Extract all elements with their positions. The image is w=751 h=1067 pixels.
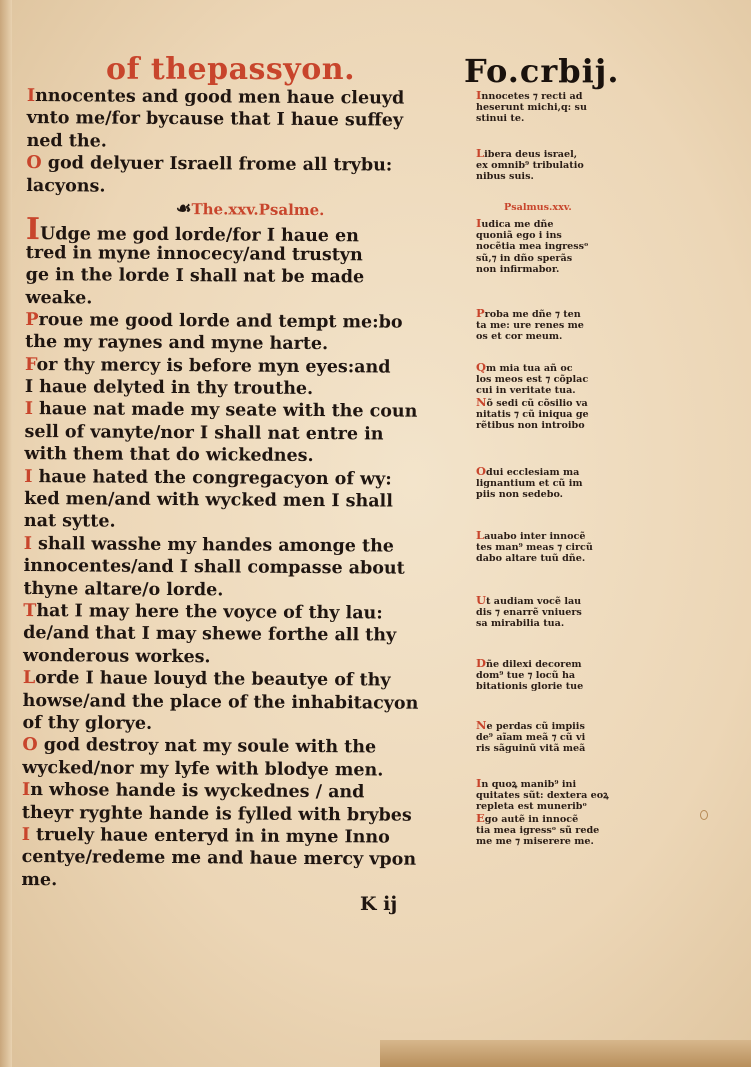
line-text: truely haue enteryd in in myne Inno bbox=[29, 824, 390, 848]
latin-line-text: lignantium et cũ im bbox=[476, 478, 583, 490]
latin-line bbox=[476, 171, 648, 182]
red-initial: O bbox=[26, 153, 42, 174]
latin-line bbox=[476, 595, 648, 607]
latin-line-text: os et cor meum. bbox=[476, 331, 563, 343]
latin-line bbox=[476, 466, 648, 478]
line-text: wonderous workes. bbox=[22, 645, 211, 668]
line-text: ned the. bbox=[26, 130, 107, 152]
line-text: roue me good lorde and tempt me:bo bbox=[38, 309, 403, 333]
latin-line-text: non infirmabor. bbox=[476, 263, 560, 275]
text-line bbox=[24, 488, 472, 514]
latin-line-text: ibera deus israel, bbox=[484, 149, 578, 160]
latin-line-text: ex omnib⁹ tribulatio bbox=[476, 160, 584, 172]
latin-line bbox=[476, 658, 648, 670]
line-text: vnto me/for bycause that I haue suffey bbox=[26, 108, 404, 132]
text-line bbox=[21, 869, 469, 895]
red-initial: L bbox=[22, 668, 36, 689]
text-line bbox=[25, 212, 474, 248]
red-initial: Q bbox=[476, 360, 487, 374]
text-line bbox=[22, 734, 470, 760]
text-line bbox=[24, 443, 472, 469]
red-initial: F bbox=[24, 354, 37, 375]
latin-line bbox=[476, 530, 648, 542]
latin-line-text: de⁹ aĩam meã ⁊ cũ vi bbox=[476, 732, 586, 744]
latin-line-text: los meos est ⁊ cõplac bbox=[476, 374, 589, 386]
latin-line bbox=[476, 489, 648, 500]
pilcrow-icon: ☙ bbox=[175, 198, 192, 220]
latin-line bbox=[476, 810, 648, 825]
line-text: theyr ryghte hande is fylled with brybes bbox=[21, 802, 412, 826]
latin-line bbox=[476, 732, 648, 743]
latin-line-text: dabo altare tuũ dñe. bbox=[476, 553, 586, 565]
latin-line-text: udica me dñe bbox=[481, 219, 554, 230]
latin-line-text: bitationis glorie tue bbox=[476, 681, 584, 693]
text-line bbox=[25, 331, 473, 357]
text-line bbox=[27, 107, 475, 133]
line-text: hat I may here the voyce of thy lau: bbox=[36, 601, 383, 624]
line-text: haue nat made my seate with the coun bbox=[32, 399, 418, 423]
line-text: the my raynes and myne harte. bbox=[25, 332, 329, 355]
line-text: nnocentes and good men haue cleuyd bbox=[35, 86, 405, 109]
text-line bbox=[25, 376, 473, 402]
line-text: ge in the lorde I shall nat be made bbox=[25, 265, 365, 288]
red-initial: U bbox=[476, 593, 487, 607]
latin-paragraph bbox=[476, 362, 648, 431]
latin-line-text: dui ecclesiam ma bbox=[486, 467, 580, 478]
red-initial: E bbox=[476, 810, 485, 825]
latin-line bbox=[476, 385, 648, 396]
latin-line bbox=[476, 308, 648, 320]
line-text: or thy mercy is before myn eyes:and bbox=[36, 354, 391, 378]
latin-line bbox=[476, 320, 648, 331]
text-line bbox=[27, 130, 475, 156]
latin-line-text: go autẽ in innocẽ bbox=[484, 813, 579, 825]
line-text: nat sytte. bbox=[23, 511, 116, 533]
latin-line-text: rẽtibus non introibo bbox=[476, 420, 585, 432]
red-initial: I bbox=[476, 88, 482, 102]
latin-line-text: roba me dñe ⁊ ten bbox=[484, 309, 581, 320]
latin-line-text: tia mea igressᵒ sũ rede bbox=[476, 824, 600, 836]
latin-paragraph bbox=[476, 148, 648, 183]
latin-line-text: ta me: ure renes me bbox=[476, 320, 584, 332]
line-text: of thy glorye. bbox=[22, 712, 153, 734]
line-text: god delyuer Israell frome all trybu: bbox=[41, 153, 393, 176]
latin-line-text: cui in veritate tua. bbox=[476, 385, 576, 397]
latin-line-text: dom⁹ tue ⁊ locũ ha bbox=[476, 670, 576, 682]
line-text: I haue delyted in thy trouthe. bbox=[24, 377, 314, 400]
latin-psalm-heading bbox=[476, 202, 648, 213]
line-text: centye/redeme me and haue mercy vpon bbox=[21, 847, 417, 871]
text-line bbox=[23, 622, 471, 648]
text-line bbox=[22, 824, 470, 850]
text-line bbox=[27, 85, 475, 111]
text-line bbox=[26, 152, 474, 178]
latin-line bbox=[476, 102, 648, 113]
red-initial: L bbox=[476, 528, 485, 542]
latin-line-text: tes man⁹ meas ⁊ circũ bbox=[476, 542, 593, 554]
red-initial: I bbox=[476, 216, 482, 230]
red-initial: I bbox=[21, 824, 31, 845]
latin-line bbox=[476, 420, 648, 431]
latin-line bbox=[476, 681, 648, 692]
latin-line-text: dis ⁊ enarrẽ vniuers bbox=[476, 607, 582, 619]
text-line bbox=[22, 712, 470, 738]
latin-line-text: auabo inter innocẽ bbox=[484, 531, 586, 542]
latin-line bbox=[476, 362, 648, 374]
english-psalm-text bbox=[21, 85, 475, 894]
latin-line bbox=[476, 607, 648, 618]
latin-line-text: nnocetes ⁊ recti ad bbox=[481, 91, 583, 102]
latin-line-text: nocẽtia mea ingressᵒ bbox=[476, 241, 589, 253]
text-line bbox=[23, 645, 471, 671]
page-left-edge bbox=[0, 0, 12, 1067]
latin-line bbox=[476, 553, 648, 564]
text-line bbox=[22, 757, 470, 783]
text-line bbox=[24, 510, 472, 536]
line-text: wycked/nor my lyfe with blodye men. bbox=[22, 757, 384, 781]
line-text: tred in myne innocecy/and trustyn bbox=[25, 242, 363, 266]
text-line bbox=[26, 264, 474, 290]
latin-paragraph bbox=[476, 530, 648, 565]
latin-line-text: stinui te. bbox=[476, 113, 525, 125]
text-line bbox=[26, 242, 474, 268]
latin-line bbox=[476, 374, 648, 385]
latin-line-text: nitatis ⁊ cũ iniqua ge bbox=[476, 408, 589, 420]
latin-line bbox=[476, 113, 648, 124]
latin-line bbox=[476, 253, 648, 264]
latin-line bbox=[476, 790, 648, 801]
latin-paragraph bbox=[476, 90, 648, 125]
signature-mark: K ij bbox=[360, 893, 398, 915]
text-line bbox=[24, 533, 472, 559]
red-initial: I bbox=[25, 212, 41, 248]
line-text: lacyons. bbox=[26, 175, 106, 197]
latin-paragraph bbox=[476, 778, 648, 847]
red-initial: N bbox=[476, 718, 487, 732]
latin-line bbox=[476, 836, 648, 847]
latin-line bbox=[476, 241, 648, 252]
line-text: Udge me god lorde/for I haue en bbox=[39, 224, 359, 247]
latin-line bbox=[476, 331, 648, 342]
red-initial: I bbox=[24, 466, 33, 487]
folio-number: Fo.crbij. bbox=[464, 52, 620, 90]
latin-line bbox=[476, 148, 648, 160]
line-text: haue hated the congregacyon of wy: bbox=[32, 466, 392, 490]
text-line bbox=[24, 466, 472, 492]
latin-line-text: ris sãguinũ vitã meã bbox=[476, 743, 586, 755]
line-text: god destroy nat my soule with the bbox=[37, 735, 377, 758]
line-text: shall wasshe my handes amonge the bbox=[31, 533, 395, 557]
latin-paragraph bbox=[476, 218, 648, 275]
line-text: innocentes/and I shall compasse about bbox=[23, 556, 405, 579]
line-text: n whose hande is wyckednes / and bbox=[30, 780, 365, 803]
text-line bbox=[25, 287, 473, 313]
line-text: howse/and the place of the inhabitacyon bbox=[22, 690, 419, 714]
psalm-heading bbox=[26, 197, 474, 223]
red-initial: L bbox=[476, 146, 485, 160]
red-initial: I bbox=[26, 85, 36, 107]
latin-paragraph bbox=[476, 308, 648, 343]
latin-line-text: me me ⁊ miserere me. bbox=[476, 836, 594, 848]
line-text: me. bbox=[21, 869, 58, 890]
line-text: with them that do wickednes. bbox=[24, 444, 314, 467]
latin-paragraph bbox=[476, 720, 648, 755]
running-head: of thepassyon. bbox=[106, 52, 356, 87]
latin-line-text: sa mirabilia tua. bbox=[476, 618, 565, 630]
latin-paragraph bbox=[476, 595, 648, 630]
line-text: weake. bbox=[25, 287, 93, 308]
text-line bbox=[23, 578, 471, 604]
latin-line-text: repleta est muneribᵒ bbox=[476, 801, 587, 813]
line-text: ked men/and with wycked men I shall bbox=[24, 489, 393, 512]
text-line bbox=[26, 175, 474, 201]
latin-paragraph bbox=[476, 466, 648, 501]
latin-line-text: e perdas cũ impiis bbox=[486, 721, 585, 732]
psalm-title: The.xxv.Psalme. bbox=[191, 200, 325, 220]
line-text: sell of vanyte/nor I shall nat entre in bbox=[24, 421, 384, 445]
latin-line-text: õ sedi cũ cõsilio va bbox=[486, 397, 588, 409]
red-initial: O bbox=[476, 464, 487, 478]
text-line bbox=[23, 600, 471, 626]
paper-stain bbox=[700, 810, 708, 820]
text-line bbox=[25, 398, 473, 424]
latin-line-text: ñe dilexi decorem bbox=[485, 659, 582, 670]
text-line bbox=[24, 421, 472, 447]
text-line bbox=[22, 846, 470, 872]
red-initial: N bbox=[476, 394, 487, 409]
latin-line-text: nibus suis. bbox=[476, 171, 534, 183]
text-line bbox=[22, 779, 470, 805]
latin-line-text: n quoꝝ manib⁹ ini bbox=[481, 779, 577, 790]
red-initial: I bbox=[23, 533, 33, 554]
latin-line-text: quoniã ego i ins bbox=[476, 230, 562, 242]
red-initial: I bbox=[22, 780, 31, 801]
latin-line bbox=[476, 478, 648, 489]
red-initial: T bbox=[23, 600, 37, 622]
red-initial: P bbox=[25, 309, 39, 330]
latin-line-text: sũ,⁊ in dño sperãs bbox=[476, 252, 573, 264]
red-initial: O bbox=[22, 735, 38, 756]
line-text: de/and that I may shewe forthe all thy bbox=[23, 623, 397, 646]
latin-line-text: piis non sedebo. bbox=[476, 489, 564, 501]
text-line bbox=[22, 801, 470, 827]
red-initial: P bbox=[476, 306, 485, 320]
latin-line-text: quitates sũt: dextera eoꝝ bbox=[476, 790, 609, 802]
latin-line-text: m mia tua añ oc bbox=[486, 363, 573, 374]
latin-line bbox=[476, 801, 648, 812]
latin-line bbox=[476, 90, 648, 102]
latin-paragraph bbox=[476, 658, 648, 693]
latin-line-text: heserunt michi,q: su bbox=[476, 102, 587, 114]
latin-line bbox=[476, 618, 648, 629]
text-line bbox=[25, 309, 473, 335]
latin-line-text: t audiam vocẽ lau bbox=[486, 596, 582, 607]
latin-line bbox=[476, 218, 648, 230]
latin-line bbox=[476, 409, 648, 420]
red-initial: D bbox=[476, 656, 486, 670]
latin-line bbox=[476, 743, 648, 754]
latin-line bbox=[476, 825, 648, 836]
line-text: orde I haue louyd the beautye of thy bbox=[35, 668, 391, 691]
latin-line bbox=[476, 160, 648, 171]
text-line bbox=[23, 667, 471, 693]
latin-line bbox=[476, 394, 648, 409]
red-initial: I bbox=[476, 776, 482, 790]
latin-heading-text: Psalmus.xxv. bbox=[504, 202, 572, 213]
page-bottom-edge bbox=[380, 1040, 751, 1067]
line-text: thyne altare/o lorde. bbox=[23, 578, 224, 600]
latin-line bbox=[476, 264, 648, 275]
latin-line bbox=[476, 670, 648, 681]
latin-line bbox=[476, 778, 648, 790]
text-line bbox=[25, 354, 473, 380]
latin-line bbox=[476, 720, 648, 732]
text-line bbox=[23, 690, 471, 716]
latin-line bbox=[476, 542, 648, 553]
text-line bbox=[24, 555, 472, 581]
red-initial: I bbox=[24, 399, 33, 420]
latin-line bbox=[476, 230, 648, 241]
